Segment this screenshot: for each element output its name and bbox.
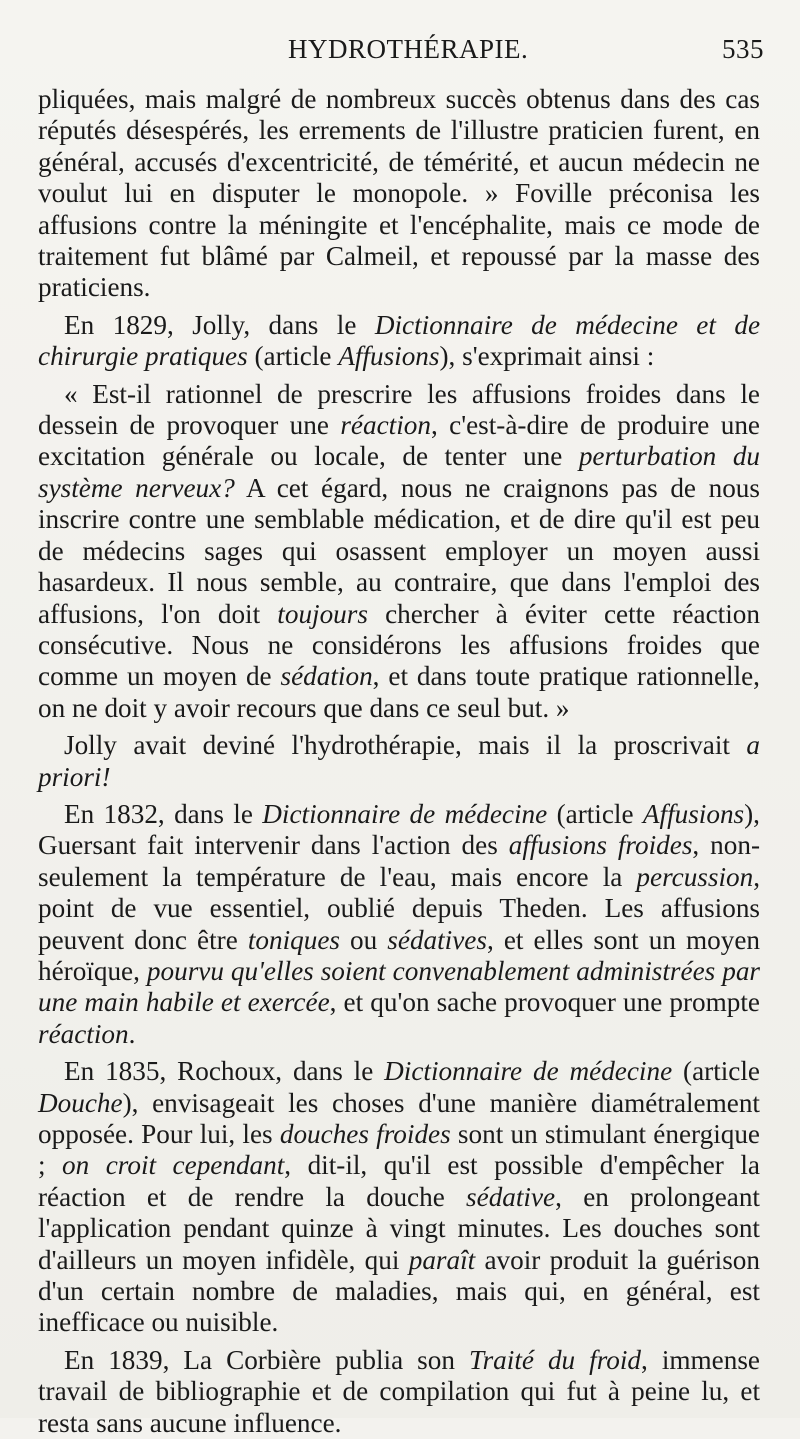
text-run: , en prolongeant l'application pendant quinze à vingt minutes. Les douches sont d'ailleurs un moyen infidèle, qui [38,1181,760,1275]
italic-text: toniques [247,924,340,955]
running-title: HYDROTHÉRAPIE. [288,34,529,64]
italic-text: sédative [466,1181,556,1212]
paragraph [38,799,760,1050]
italic-text: douches froides [279,1119,451,1149]
text-run: . [128,1018,136,1049]
text-run: (article [547,798,643,829]
text-run: pliquées, mais malgré de nombreux succès obtenus dans des cas réputés désespérés, les errements de l'illustre praticien furent, en général, accusés d'excentricité, de témérité, et aucun médecin ne voulut lui en disputer le monopole. » Foville préconisa les affusions contre la méningite et l'encéphalite, mais ce mode de traitement fut blâmé par Calmeil, et repoussé par la masse des praticiens. [38,84,760,303]
text-run: (article [247,341,339,372]
italic-text: Affusions [338,341,440,372]
page-number: 535 [722,34,764,64]
text-run: ), envisageait les choses d'une manière diamétralement opposée. Pour lui, les [38,1087,760,1149]
text-run: , dit-il, qu'il est possible d'empêcher la réaction et de rendre la douche [38,1150,760,1212]
text-run: (article [672,1056,760,1087]
italic-text: réaction [340,410,431,441]
italic-text: Dictionnaire de médecine et de chirurgie pratiques [38,309,761,372]
text-run: ou [339,924,388,955]
body-text [38,84,760,1439]
italic-text: Dictionnaire de médecine [262,798,548,829]
italic-text: Affusions [642,798,745,829]
italic-text: affusions froides [508,830,693,861]
text-run: En 1835, Rochoux, dans le [64,1056,385,1087]
italic-text: réaction [38,1018,129,1049]
text-run: , et qu'on sache provoquer une prompte [329,987,760,1018]
text-run: chercher à éviter cette réaction consécutive. Nous ne considérons les affusions froides que comme un moyen de [38,598,760,692]
text-run: sont un stimulant énergique ; [38,1119,761,1181]
text-run: , et dans toute pratique rationnelle, on ne doit y avoir recours que dans ce seul but. » [38,661,760,723]
text-run: « Est-il rationnel de prescrire les affusions froides dans le dessein de provoquer une [38,378,760,441]
text-run: En 1829, Jolly, dans le [64,309,375,340]
paragraph [38,1056,760,1339]
text-run: , immense travail de bibliographie et de compilation qui fut à peine lu, et resta sans aucune influence. [38,1344,760,1438]
italic-text: Traité du froid [468,1344,642,1375]
paragraph [38,1345,760,1439]
italic-text: sédation [280,661,373,692]
text-run: avoir produit la guérison d'un certain nombre de maladies, mais qui, en général, est inefficace ou nuisible. [38,1244,760,1338]
text-run: ), s'exprimait ainsi : [439,341,655,372]
italic-text: pourvu qu'elles soient convenablement administrées par une main habile et exercée [38,955,760,1018]
text-run: En 1839, La Corbière publia son [64,1344,469,1375]
italic-text: paraît [408,1244,476,1275]
text-run: , non-seulement la température de l'eau, mais encore la [38,830,760,892]
text-run: , c'est-à-dire de produire une excitation générale ou locale, de tenter une [38,410,760,472]
italic-text: toujours [277,598,368,629]
italic-text: Douche [38,1087,123,1118]
paragraph [38,84,760,304]
text-run: ), Guersant fait intervenir dans l'action des [38,798,760,861]
italic-text: perturbation du système nerveux? [38,441,761,503]
italic-text: percussion [636,861,754,892]
italic-text: on croit cependant [62,1150,285,1181]
text-run: , point de vue essentiel, oublié depuis Theden. Les affusions peuvent donc être [38,861,760,955]
running-header [38,34,764,84]
italic-text: a priori! [38,730,760,792]
paragraph [38,730,760,793]
text-run: En 1832, dans le [64,798,263,829]
text-run: A cet égard, nous ne craignons pas de nous inscrire contre une semblable médication, et de dire qu'il est peu de médecins sages qui osassent employer un moyen aussi hasardeux. Il nous semble, au contraire, que dans l'emploi des affusions, l'on doit [38,472,760,629]
text-run: , et elles sont un moyen héroïque, [38,924,761,986]
italic-text: sédatives [387,924,487,955]
quotation-paragraph [38,379,760,724]
text-run: Jolly avait deviné l'hydrothérapie, mais il la proscrivait [64,730,747,761]
paragraph [38,310,760,373]
italic-text: Dictionnaire de médecine [384,1056,673,1087]
